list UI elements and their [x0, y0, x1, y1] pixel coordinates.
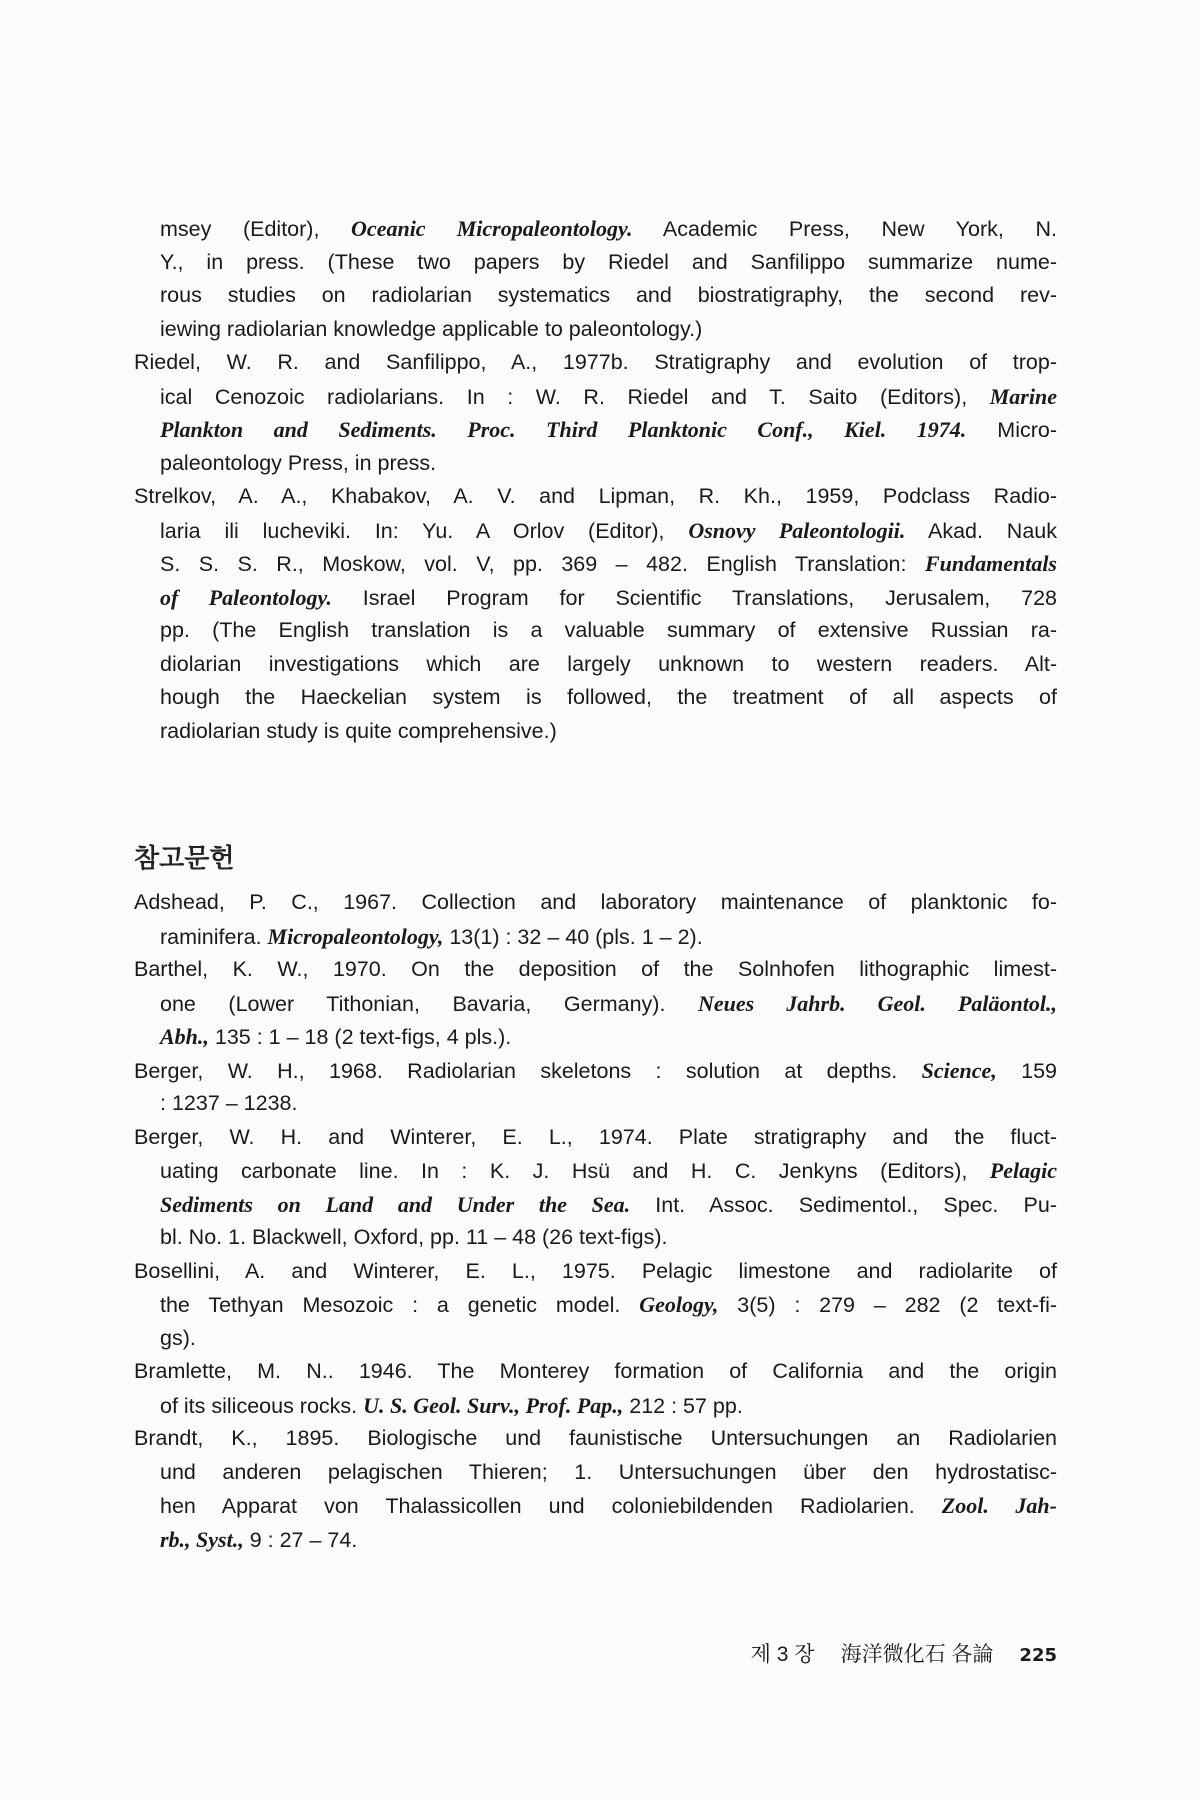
reference-entry	[134, 1355, 1057, 1422]
reference-text: 212 : 57 pp.	[623, 1393, 743, 1418]
reference-text: Y., in press. (These two papers by Riedel and Sanfilippo summarize nume-	[160, 249, 1057, 274]
reference-text: 13(1) : 32 – 40 (pls. 1 – 2).	[443, 924, 703, 949]
reference-line	[134, 1087, 1057, 1121]
reference-line	[134, 1121, 1057, 1155]
reference-line	[134, 480, 1057, 514]
reference-line	[134, 313, 1057, 347]
reference-line	[134, 920, 1057, 954]
reference-text: of its siliceous rocks.	[160, 1393, 364, 1418]
reference-line	[134, 581, 1057, 615]
references-heading: 참고문헌	[134, 843, 235, 873]
reference-text: uating carbonate line. In : K. J. Hsü and H. C. Jenkyns (Editors),	[160, 1159, 990, 1183]
reference-line	[134, 1188, 1057, 1222]
reference-text: S. S. S. R., Moskow, vol. V, pp. 369 – 482. English Translation:	[160, 552, 925, 576]
reference-line	[134, 886, 1057, 920]
references-list	[134, 886, 1057, 1556]
italic-title: Neues Jahrb. Geol. Paläontol.,	[697, 990, 1057, 1016]
reference-line	[134, 681, 1057, 715]
reference-text: rous studies on radiolarian systematics and biostratigraphy, the second rev-	[160, 283, 1057, 307]
reference-line	[134, 1523, 1057, 1557]
italic-title: U. S. Geol. Surv., Prof. Pap.,	[363, 1392, 624, 1418]
italic-title: Geology,	[639, 1292, 719, 1317]
reference-entry	[134, 886, 1057, 953]
reference-text: one (Lower Tithonian, Bavaria, Germany).	[160, 991, 698, 1016]
reference-text: 135 : 1 – 18 (2 text-figs, 4 pls.).	[208, 1025, 512, 1049]
reference-entry	[134, 480, 1057, 748]
reference-text: laria ili lucheviki. In: Yu. A Orlov (Editor),	[160, 518, 689, 543]
reference-text: : 1237 – 1238.	[160, 1091, 298, 1115]
reference-line	[134, 1322, 1057, 1356]
reference-line	[134, 1255, 1057, 1289]
reference-text: 159	[996, 1058, 1057, 1083]
reference-text: paleontology Press, in press.	[160, 450, 437, 475]
reference-entry	[134, 212, 1057, 346]
italic-title: Fundamentals	[924, 551, 1057, 576]
reference-text: Berger, W. H. and Winterer, E. L., 1974. Plate stratigraphy and the fluct-	[134, 1124, 1057, 1149]
reference-line	[134, 380, 1057, 414]
reference-entry	[134, 1422, 1057, 1556]
reference-line	[134, 648, 1057, 682]
italic-title: Oceanic Micropaleontology.	[351, 216, 633, 241]
reference-entry	[134, 953, 1057, 1054]
italic-title: Osnovy Paleontologii.	[688, 517, 906, 543]
italic-title: Zool. Jah-	[941, 1493, 1057, 1518]
reference-text: Academic Press, New York, N.	[632, 217, 1057, 241]
reference-line	[134, 413, 1057, 447]
italic-title: rb., Syst.,	[160, 1526, 244, 1552]
reference-text: the Tethyan Mesozoic : a genetic model.	[160, 1293, 640, 1317]
reference-text: hough the Haeckelian system is followed, the treatment of all aspects of	[160, 685, 1057, 709]
reference-text: diolarian investigations which are largely unknown to western readers. Alt-	[160, 651, 1057, 676]
reference-entry	[134, 1255, 1057, 1356]
reference-line	[134, 987, 1057, 1021]
reference-line	[134, 246, 1057, 280]
italic-title: Abh.,	[160, 1024, 209, 1049]
reference-text: 9 : 27 – 74.	[243, 1527, 358, 1552]
reference-text: gs).	[160, 1325, 196, 1350]
chapter-title: 海洋微化石 各論	[840, 1643, 994, 1666]
reference-text: Int. Assoc. Sedimentol., Spec. Pu-	[630, 1192, 1057, 1217]
reference-line	[134, 547, 1057, 581]
italic-title: Sediments on Land and Under the Sea.	[160, 1191, 631, 1217]
italic-title: Plankton and Sediments. Proc. Third Planktonic Conf., Kiel. 1974.	[160, 417, 967, 442]
reference-line	[134, 1489, 1057, 1523]
page-footer	[751, 1638, 1057, 1668]
reference-entry	[134, 1054, 1057, 1121]
reference-text: und anderen pelagischen Thieren; 1. Untersuchungen über den hydrostatisc-	[160, 1459, 1057, 1484]
reference-text: Israel Program for Scientific Translations, Jerusalem, 728	[331, 585, 1057, 610]
reference-text: Akad. Nauk	[905, 518, 1057, 543]
chapter-label: 제 3 장	[750, 1643, 815, 1666]
reference-line	[134, 1422, 1057, 1456]
reference-line	[134, 447, 1057, 481]
italic-title: of Paleontology.	[160, 584, 332, 610]
italic-title: Pelagic	[989, 1158, 1057, 1183]
reference-line	[134, 346, 1057, 380]
reference-text: hen Apparat von Thalassicollen und coloniebildenden Radiolarien.	[160, 1494, 942, 1518]
reference-text: Brandt, K., 1895. Biologische und faunistische Untersuchungen an Radiolarien	[134, 1426, 1057, 1450]
reference-line	[134, 1355, 1057, 1389]
reference-line	[134, 1154, 1057, 1188]
reference-text: Adshead, P. C., 1967. Collection and laboratory maintenance of planktonic fo-	[134, 890, 1057, 914]
italic-title: Marine	[989, 383, 1057, 409]
reference-text: raminifera.	[160, 924, 268, 949]
reference-text: Berger, W. H., 1968. Radiolarian skeletons : solution at depths.	[134, 1058, 922, 1083]
reference-line	[134, 1054, 1057, 1088]
italic-title: Micropaleontology,	[267, 923, 444, 949]
reference-line	[134, 212, 1057, 246]
reference-line	[134, 614, 1057, 648]
reference-line	[134, 953, 1057, 987]
continued-references	[134, 212, 1057, 748]
page-number: 225	[1019, 1645, 1057, 1666]
reference-text: pp. (The English translation is a valuable summary of extensive Russian ra-	[160, 618, 1057, 642]
reference-line	[134, 279, 1057, 313]
reference-text: Micro-	[966, 418, 1058, 442]
reference-line	[134, 1456, 1057, 1490]
reference-line	[134, 514, 1057, 548]
reference-line	[134, 1020, 1057, 1054]
reference-text: Riedel, W. R. and Sanfilippo, A., 1977b. Stratigraphy and evolution of trop-	[134, 350, 1057, 374]
reference-text: Barthel, K. W., 1970. On the deposition of the Solnhofen lithographic limest-	[134, 957, 1057, 981]
reference-entry	[134, 346, 1057, 480]
reference-text: Bramlette, M. N.. 1946. The Monterey formation of California and the origin	[134, 1359, 1057, 1383]
reference-line	[134, 1389, 1057, 1423]
reference-text: radiolarian study is quite comprehensive.)	[160, 718, 557, 743]
reference-text: msey (Editor),	[160, 217, 352, 241]
reference-line	[134, 1288, 1057, 1322]
reference-text: bl. No. 1. Blackwell, Oxford, pp. 11 – 48 (26 text-figs).	[160, 1225, 668, 1249]
reference-line	[134, 1221, 1057, 1255]
reference-text: iewing radiolarian knowledge applicable to paleontology.)	[160, 316, 703, 341]
reference-text: Strelkov, A. A., Khabakov, A. V. and Lipman, R. Kh., 1959, Podclass Radio-	[134, 484, 1057, 508]
reference-entry	[134, 1121, 1057, 1255]
reference-text: 3(5) : 279 – 282 (2 text-fi-	[718, 1293, 1057, 1317]
italic-title: Science,	[921, 1057, 997, 1083]
reference-text: ical Cenozoic radiolarians. In : W. R. Riedel and T. Saito (Editors),	[160, 384, 990, 409]
reference-text: Bosellini, A. and Winterer, E. L., 1975. Pelagic limestone and radiolarite of	[134, 1258, 1057, 1283]
reference-line	[134, 715, 1057, 749]
